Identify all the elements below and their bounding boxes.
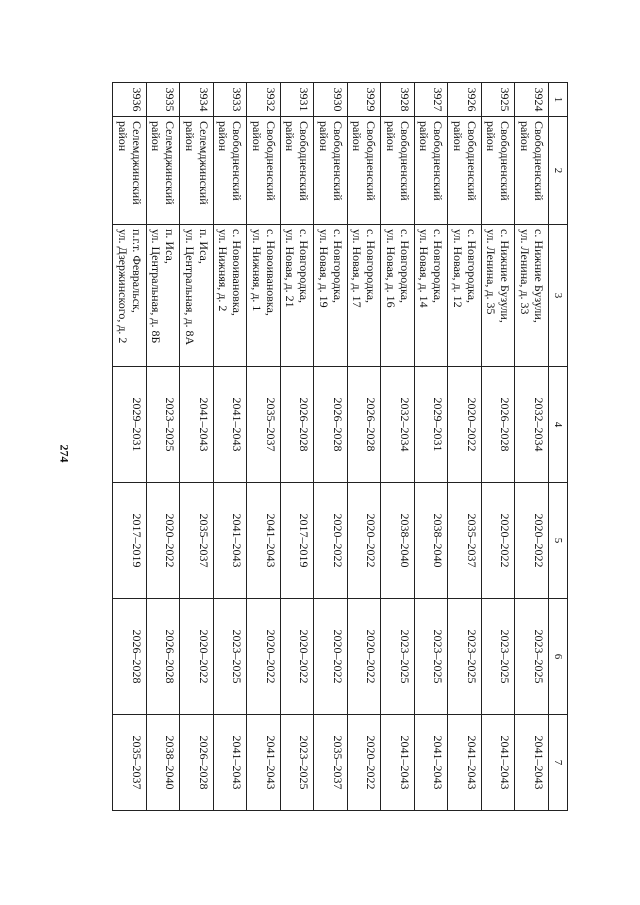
period-cell: 2041–2043 — [213, 483, 247, 599]
period-cell: 2026–2028 — [280, 367, 314, 483]
period-cell: 2038–2040 — [146, 715, 180, 811]
district-cell — [213, 117, 247, 225]
address-cell — [414, 225, 448, 367]
district-line: район — [484, 121, 499, 152]
header-cell: 6 — [549, 599, 568, 715]
table-row — [481, 83, 515, 811]
period-cell: 2026–2028 — [347, 367, 381, 483]
period-cell: 2041–2043 — [213, 715, 247, 811]
period-cell: 2026–2028 — [113, 599, 147, 715]
header-cell: 4 — [549, 367, 568, 483]
period-cell: 2041–2043 — [381, 715, 415, 811]
district-line: район — [383, 121, 398, 152]
period-cell: 2035–2037 — [113, 715, 147, 811]
period-cell: 2023–2025 — [280, 715, 314, 811]
table-row — [247, 83, 281, 811]
address-line: ул. Новая, д. 17 — [350, 229, 365, 308]
period-cell: 2026–2028 — [481, 367, 515, 483]
header-cell: 2 — [549, 117, 568, 225]
period-cell: 2020–2022 — [280, 599, 314, 715]
address-line: п. Иса, — [196, 229, 211, 264]
address-line: ул. Ленина, д. 35 — [484, 229, 499, 315]
district-line: Свободненский — [431, 121, 446, 201]
period-cell: 2023–2025 — [481, 599, 515, 715]
header-cell: 5 — [549, 483, 568, 599]
row-number-cell: 3936 — [113, 83, 147, 117]
period-cell: 2017–2019 — [280, 483, 314, 599]
district-line: Свободненский — [397, 121, 412, 201]
table-row — [180, 83, 214, 811]
period-cell: 2020–2022 — [347, 599, 381, 715]
address-line: ул. Ленина, д. 33 — [518, 229, 532, 315]
district-line: Селемджинский — [196, 121, 211, 205]
district-line: Свободненский — [330, 121, 345, 201]
row-number-cell: 3932 — [247, 83, 281, 117]
period-cell: 2020–2022 — [347, 715, 381, 811]
period-cell: 2026–2028 — [314, 367, 348, 483]
district-cell — [180, 117, 214, 225]
address-line: п.г.т. Февральск, — [129, 229, 144, 313]
district-line: район — [115, 121, 130, 152]
period-cell: 2020–2022 — [448, 367, 482, 483]
period-cell: 2023–2025 — [146, 367, 180, 483]
address-line: ул. Новая, д. 21 — [283, 229, 298, 308]
header-cell: 1 — [549, 83, 568, 117]
address-line: ул. Центральная, д. 8А — [182, 229, 197, 346]
address-cell — [481, 225, 515, 367]
row-number-cell: 3924 — [515, 83, 549, 117]
period-cell: 2041–2043 — [448, 715, 482, 811]
address-cell — [213, 225, 247, 367]
table-row — [414, 83, 448, 811]
district-cell — [146, 117, 180, 225]
district-cell — [280, 117, 314, 225]
period-cell: 2035–2037 — [180, 483, 214, 599]
district-line: Селемджинский — [129, 121, 144, 205]
address-line: ул. Дзержинского, д. 2 — [115, 229, 130, 344]
district-cell — [448, 117, 482, 225]
period-cell: 2041–2043 — [481, 715, 515, 811]
address-line: с. Новгородка, — [431, 229, 446, 304]
table-row — [314, 83, 348, 811]
address-cell — [280, 225, 314, 367]
district-cell — [247, 117, 281, 225]
district-line: Селемджинский — [163, 121, 178, 205]
address-cell — [146, 225, 180, 367]
period-cell: 2017–2019 — [113, 483, 147, 599]
address-cell — [347, 225, 381, 367]
period-cell: 2023–2025 — [381, 599, 415, 715]
period-cell: 2023–2025 — [414, 599, 448, 715]
district-line: Свободненский — [498, 121, 513, 201]
period-cell: 2035–2037 — [314, 715, 348, 811]
period-cell: 2023–2025 — [515, 599, 549, 715]
address-line: с. Новоивановка, — [230, 229, 245, 316]
row-number-cell: 3927 — [414, 83, 448, 117]
row-number-cell: 3925 — [481, 83, 515, 117]
address-line: с. Новгородка, — [464, 229, 479, 304]
district-line: район — [283, 121, 298, 152]
period-cell: 2020–2022 — [515, 483, 549, 599]
district-line: район — [518, 121, 532, 152]
table-row — [213, 83, 247, 811]
address-cell — [381, 225, 415, 367]
row-number-cell: 3928 — [381, 83, 415, 117]
address-line: с. Нижние Бузули, — [532, 229, 546, 323]
district-line: Свободненский — [297, 121, 312, 201]
period-cell: 2032–2034 — [515, 367, 549, 483]
district-cell — [515, 117, 549, 225]
district-cell — [314, 117, 348, 225]
period-cell: 2029–2031 — [113, 367, 147, 483]
address-line: ул. Новая, д. 12 — [450, 229, 465, 308]
district-cell — [414, 117, 448, 225]
address-line: с. Нижние Бузули, — [498, 229, 513, 323]
district-line: район — [417, 121, 432, 152]
period-cell: 2026–2028 — [180, 715, 214, 811]
district-line: Свободненский — [263, 121, 278, 201]
district-line: Свободненский — [532, 121, 546, 201]
address-cell — [448, 225, 482, 367]
period-cell: 2041–2043 — [247, 483, 281, 599]
district-cell — [481, 117, 515, 225]
address-cell — [247, 225, 281, 367]
table-row — [448, 83, 482, 811]
address-line: с. Новгородка, — [330, 229, 345, 304]
district-line: район — [216, 121, 231, 152]
district-cell — [347, 117, 381, 225]
period-cell: 2041–2043 — [414, 715, 448, 811]
period-cell: 2032–2034 — [381, 367, 415, 483]
period-cell: 2020–2022 — [314, 599, 348, 715]
table-row — [146, 83, 180, 811]
table-row — [515, 83, 549, 811]
period-cell: 2023–2025 — [448, 599, 482, 715]
period-cell: 2038–2040 — [381, 483, 415, 599]
address-line: ул. Центральная, д. 8Б — [149, 229, 164, 344]
period-cell: 2038–2040 — [414, 483, 448, 599]
table-row — [113, 83, 147, 811]
header-cell: 3 — [549, 225, 568, 367]
table-row — [381, 83, 415, 811]
header-row — [549, 83, 568, 811]
address-line: ул. Нижняя, д. 2 — [216, 229, 231, 312]
address-line: с. Новгородка, — [297, 229, 312, 304]
address-cell — [314, 225, 348, 367]
page-number-text: 274 — [57, 444, 72, 462]
period-cell: 2020–2022 — [180, 599, 214, 715]
district-line: Свободненский — [464, 121, 479, 201]
address-cell — [515, 225, 549, 367]
period-cell: 2020–2022 — [347, 483, 381, 599]
period-cell: 2041–2043 — [247, 715, 281, 811]
district-cell — [381, 117, 415, 225]
period-cell: 2041–2043 — [213, 367, 247, 483]
district-line: Свободненский — [364, 121, 379, 201]
header-cell: 7 — [549, 715, 568, 811]
page-number — [52, 438, 76, 468]
row-number-cell: 3935 — [146, 83, 180, 117]
table-container — [112, 82, 568, 810]
period-cell: 2041–2043 — [515, 715, 549, 811]
address-line: ул. Новая, д. 19 — [316, 229, 331, 308]
address-line: ул. Новая, д. 16 — [383, 229, 398, 308]
district-line: район — [316, 121, 331, 152]
period-cell: 2026–2028 — [146, 599, 180, 715]
district-line: Свободненский — [230, 121, 245, 201]
district-line: район — [182, 121, 197, 152]
address-cell — [113, 225, 147, 367]
address-line: с. Новоивановка, — [263, 229, 278, 316]
address-line: с. Новгородка, — [397, 229, 412, 304]
row-number-cell: 3930 — [314, 83, 348, 117]
district-line: район — [450, 121, 465, 152]
table-row — [347, 83, 381, 811]
row-number-cell: 3926 — [448, 83, 482, 117]
address-line: ул. Нижняя, д. 1 — [249, 229, 264, 312]
period-cell: 2020–2022 — [146, 483, 180, 599]
address-line: с. Новгородка, — [364, 229, 379, 304]
table-row — [280, 83, 314, 811]
district-cell — [113, 117, 147, 225]
schedule-table — [112, 82, 568, 811]
period-cell: 2035–2037 — [247, 367, 281, 483]
row-number-cell: 3931 — [280, 83, 314, 117]
period-cell: 2023–2025 — [213, 599, 247, 715]
address-cell — [180, 225, 214, 367]
district-line: район — [350, 121, 365, 152]
row-number-cell: 3934 — [180, 83, 214, 117]
address-line: ул. Новая, д. 14 — [417, 229, 432, 308]
period-cell: 2020–2022 — [481, 483, 515, 599]
period-cell: 2035–2037 — [448, 483, 482, 599]
address-line: п. Иса, — [163, 229, 178, 264]
district-line: район — [249, 121, 264, 152]
period-cell: 2029–2031 — [414, 367, 448, 483]
row-number-cell: 3933 — [213, 83, 247, 117]
period-cell: 2020–2022 — [247, 599, 281, 715]
district-line: район — [149, 121, 164, 152]
row-number-cell: 3929 — [347, 83, 381, 117]
period-cell: 2020–2022 — [314, 483, 348, 599]
period-cell: 2041–2043 — [180, 367, 214, 483]
